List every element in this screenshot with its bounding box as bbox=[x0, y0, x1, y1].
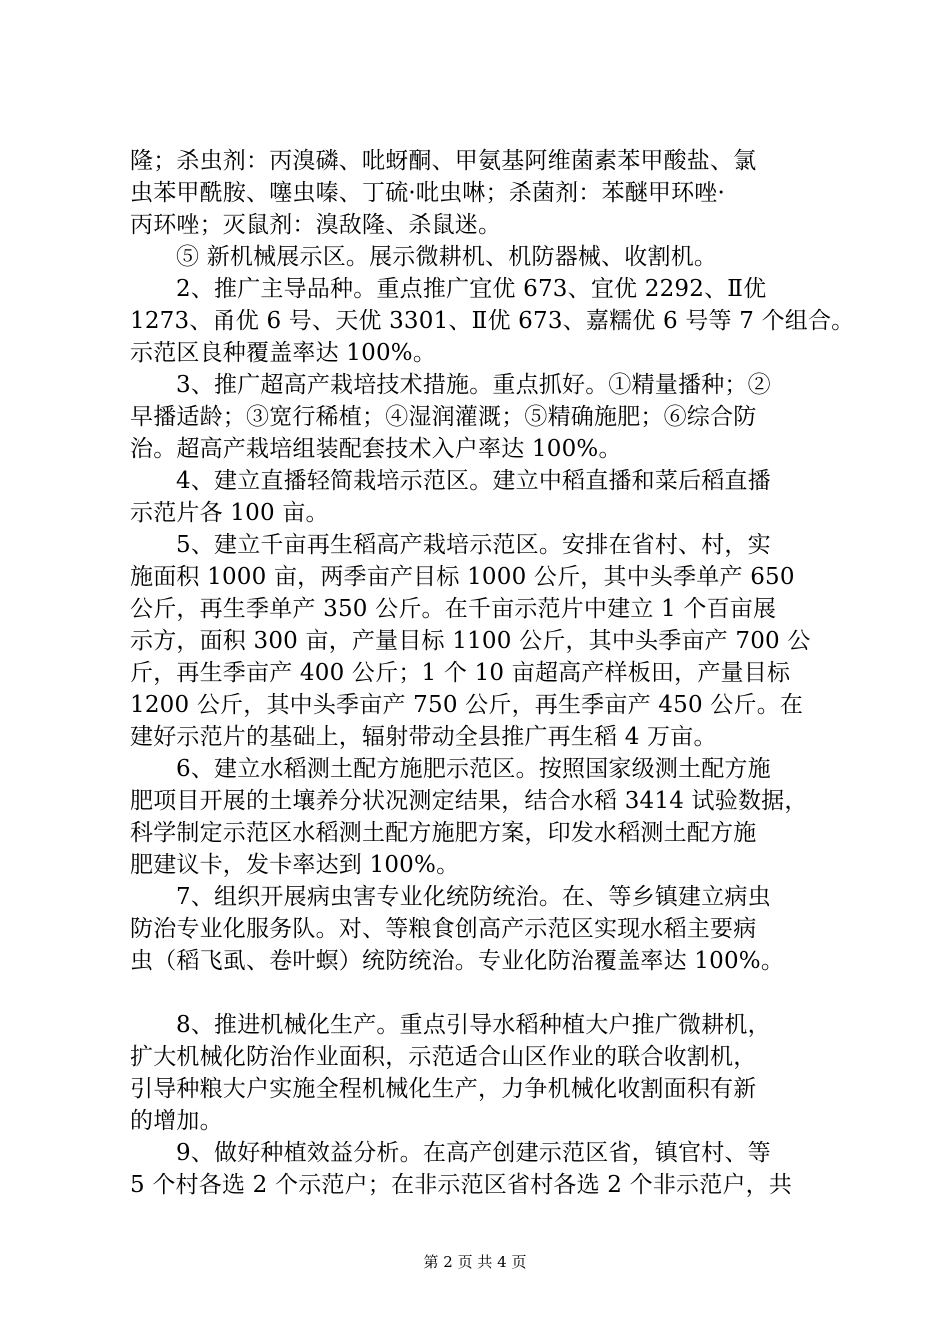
paragraph-9-start-line: 9、做好种植效益分析。在高产创建示范区省，镇官村、等 bbox=[176, 1140, 771, 1166]
text-line: 示方，面积 300 亩，产量目标 1100 公斤，其中头季亩产 700 公 bbox=[130, 628, 811, 654]
text-line: 扩大机械化防治作业面积，示范适合山区作业的联合收割机， bbox=[130, 1044, 757, 1070]
text-line: 肥建议卡，发卡率达到 100%。 bbox=[130, 852, 460, 878]
paragraph-8-start-line: 8、推进机械化生产。重点引导水稻种植大户推广微耕机， bbox=[176, 1012, 771, 1038]
text-line: 丙环唑；灭鼠剂：溴敌隆、杀鼠迷。 bbox=[130, 212, 502, 238]
paragraph-6-start-line: 6、建立水稻测土配方施肥示范区。按照国家级测土配方施 bbox=[176, 756, 771, 782]
text-line: 科学制定示范区水稻测土配方施肥方案，印发水稻测土配方施 bbox=[130, 820, 757, 846]
text-line: 隆；杀虫剂：丙溴磷、吡蚜酮、甲氨基阿维菌素苯甲酸盐、氯 bbox=[130, 148, 757, 174]
text-line: 斤，再生季亩产 400 公斤；1 个 10 亩超高产样板田，产量目标 bbox=[130, 660, 791, 686]
text-line: 肥项目开展的土壤养分状况测定结果，结合水稻 3414 试验数据， bbox=[130, 788, 808, 814]
text-line: 公斤，再生季单产 350 公斤。在千亩示范片中建立 1 个百亩展 bbox=[130, 596, 777, 622]
text-line: 防治专业化服务队。对、等粮食创高产示范区实现水稻主要病 bbox=[130, 916, 757, 942]
text-line: 1273、甬优 6 号、天优 3301、Ⅱ优 673、嘉糯优 6 号等 7 个组合。 bbox=[130, 308, 855, 334]
text-line: 施面积 1000 亩，两季亩产目标 1000 公斤，其中头季单产 650 bbox=[130, 564, 795, 590]
paragraph-2-start-line: 2、推广主导品种。重点推广宜优 673、宜优 2292、Ⅱ优 bbox=[176, 276, 767, 302]
paragraph-4-start-line: 4、建立直播轻简栽培示范区。建立中稻直播和菜后稻直播 bbox=[176, 468, 771, 494]
text-line: 虫苯甲酰胺、噻虫嗪、丁硫·吡虫啉；杀菌剂：苯醚甲环唑· bbox=[130, 180, 726, 206]
paragraph-3-start-line: 3、推广超高产栽培技术措施。重点抓好。①精量播种；② bbox=[176, 372, 771, 398]
text-line: 示范区良种覆盖率达 100%。 bbox=[130, 340, 437, 366]
page-number-footer: 第 2 页 共 4 页 bbox=[423, 1253, 527, 1271]
text-line: 的增加。 bbox=[130, 1108, 223, 1134]
text-line: 虫（稻飞虱、卷叶螟）统防统治。专业化防治覆盖率达 100%。 bbox=[130, 948, 785, 974]
text-line: 治。超高产栽培组装配套技术入户率达 100%。 bbox=[130, 436, 622, 462]
paragraph-5-exhibit-line: ⑤ 新机械展示区。展示微耕机、机防器械、收割机。 bbox=[176, 244, 718, 270]
text-line: 示范片各 100 亩。 bbox=[130, 500, 329, 526]
paragraph-5-start-line: 5、建立千亩再生稻高产栽培示范区。安排在省村、村，实 bbox=[176, 532, 771, 558]
text-line: 建好示范片的基础上，辐射带动全县推广再生稻 4 万亩。 bbox=[130, 724, 717, 750]
text-line: 引导种粮大户实施全程机械化生产，力争机械化收割面积有新 bbox=[130, 1076, 757, 1102]
text-line: 早播适龄；③宽行稀植；④湿润灌溉；⑤精确施肥；⑥综合防 bbox=[130, 404, 757, 430]
paragraph-7-start-line: 7、组织开展病虫害专业化统防统治。在、等乡镇建立病虫 bbox=[176, 884, 771, 910]
document-body bbox=[130, 145, 855, 1201]
text-line: 1200 公斤，其中头季亩产 750 公斤，再生季亩产 450 公斤。在 bbox=[130, 692, 804, 718]
text-line: 5 个村各选 2 个示范户；在非示范区省村各选 2 个非示范户，共 bbox=[130, 1172, 793, 1198]
